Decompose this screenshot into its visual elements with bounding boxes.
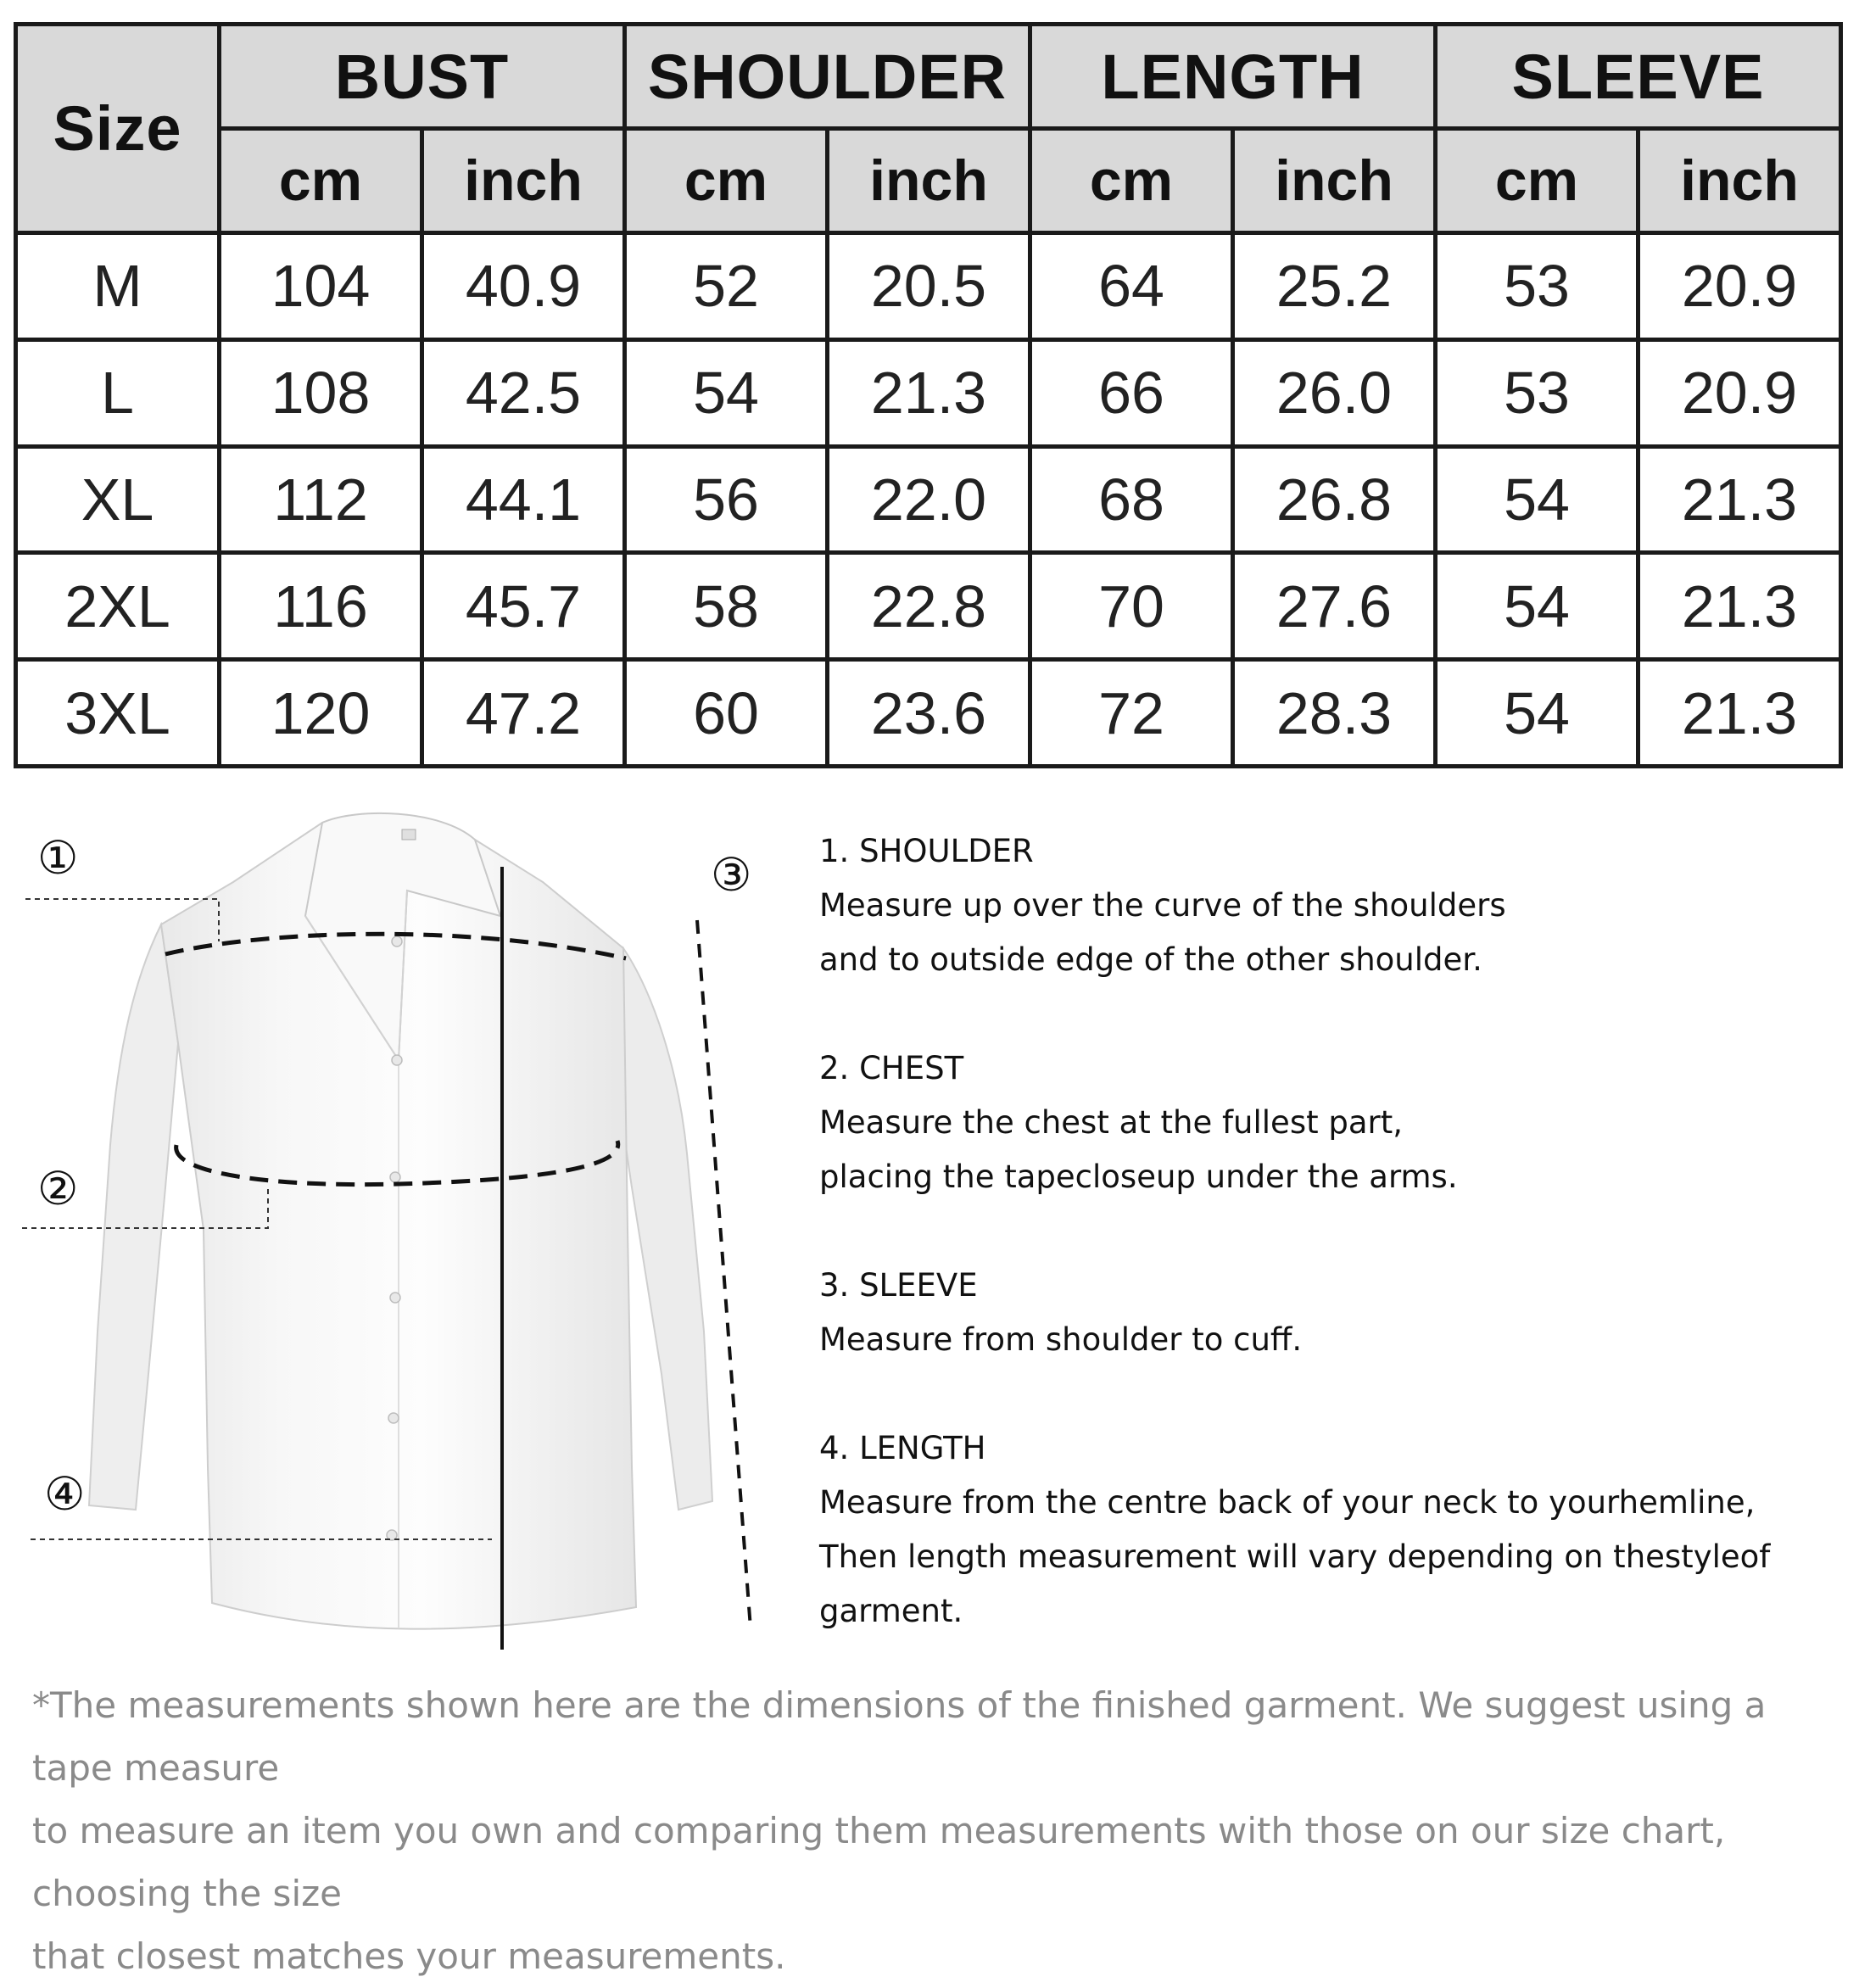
size-column-header: Size	[16, 25, 220, 233]
size-label-cell: 3XL	[16, 660, 220, 767]
measurement-cell: 54	[1436, 660, 1638, 767]
marker-chest-icon: ②	[37, 1162, 79, 1215]
instruction-line: Measure the chest at the fullest part,	[819, 1104, 1404, 1141]
footnote-line: that closest matches your measurements.	[32, 1935, 786, 1977]
measurement-cell: 120	[220, 660, 422, 767]
instruction-line: Measure from the centre back of your neck to yourhemline,	[819, 1484, 1756, 1521]
measurement-cell: 56	[625, 446, 828, 553]
measurement-cell: 26.0	[1233, 339, 1436, 446]
instruction-title: 2. CHEST	[819, 1050, 964, 1086]
measurement-cell: 68	[1030, 446, 1233, 553]
measurement-cell: 64	[1030, 233, 1233, 340]
measurement-cell: 21.3	[1638, 660, 1841, 767]
measurement-cell: 72	[1030, 660, 1233, 767]
measurement-cell: 25.2	[1233, 233, 1436, 340]
measurement-cell: 70	[1030, 553, 1233, 660]
unit-header: cm	[625, 129, 828, 233]
header-group-row	[16, 25, 1841, 129]
table-row	[16, 660, 1841, 767]
unit-header: cm	[220, 129, 422, 233]
measurement-cell: 20.5	[828, 233, 1030, 340]
measurement-cell: 40.9	[422, 233, 625, 340]
marker-length-icon: ④	[44, 1467, 86, 1521]
measurement-cell: 21.3	[1638, 553, 1841, 660]
length-header: LENGTH	[1030, 25, 1436, 129]
instruction-line: Then length measurement will vary depending on thestyleof garment.	[819, 1538, 1771, 1629]
measurement-cell: 21.3	[1638, 446, 1841, 553]
instruction-block	[819, 824, 1837, 987]
measurement-cell: 104	[220, 233, 422, 340]
measurement-cell: 20.9	[1638, 233, 1841, 340]
size-label-cell: XL	[16, 446, 220, 553]
measurement-cell: 116	[220, 553, 422, 660]
table-row	[16, 446, 1841, 553]
instruction-line: placing the tapecloseup under the arms.	[819, 1159, 1458, 1195]
table-row	[16, 233, 1841, 340]
sleeve-header: SLEEVE	[1436, 25, 1841, 129]
measurement-cell: 47.2	[422, 660, 625, 767]
measurement-cell: 28.3	[1233, 660, 1436, 767]
instruction-line: and to outside edge of the other shoulder.	[819, 941, 1482, 978]
unit-header: inch	[1233, 129, 1436, 233]
measurement-cell: 58	[625, 553, 828, 660]
size-label-cell: M	[16, 233, 220, 340]
unit-header: inch	[828, 129, 1030, 233]
instruction-title: 3. SLEEVE	[819, 1267, 978, 1304]
measurement-cell: 20.9	[1638, 339, 1841, 446]
measuring-instructions	[819, 824, 1837, 1693]
shirt-measurement-diagram	[0, 789, 780, 1654]
measurement-cell: 44.1	[422, 446, 625, 553]
measurement-cell: 23.6	[828, 660, 1030, 767]
measurement-cell: 52	[625, 233, 828, 340]
measurement-cell: 54	[625, 339, 828, 446]
instruction-title: 1. SHOULDER	[819, 833, 1034, 869]
sleeve-measure-line	[697, 920, 751, 1628]
measurement-cell: 22.0	[828, 446, 1030, 553]
measurement-cell: 112	[220, 446, 422, 553]
footnote-line: *The measurements shown here are the dimensions of the finished garment. We suggest using a tape measure	[32, 1684, 1767, 1789]
measurement-cell: 45.7	[422, 553, 625, 660]
measurement-cell: 54	[1436, 553, 1638, 660]
measurement-cell: 108	[220, 339, 422, 446]
table-row	[16, 339, 1841, 446]
measurement-cell: 60	[625, 660, 828, 767]
bust-header: BUST	[220, 25, 625, 129]
measurement-cell: 66	[1030, 339, 1233, 446]
size-rows	[16, 233, 1841, 767]
measurement-cell: 53	[1436, 233, 1638, 340]
instruction-line: Measure from shoulder to cuff.	[819, 1321, 1303, 1358]
unit-header: cm	[1436, 129, 1638, 233]
shoulder-header: SHOULDER	[625, 25, 1030, 129]
size-label-cell: L	[16, 339, 220, 446]
footnote-line: to measure an item you own and comparing them measurements with those on our size chart, choosing the size	[32, 1810, 1726, 1914]
measurement-cell: 27.6	[1233, 553, 1436, 660]
measurement-cell: 21.3	[828, 339, 1030, 446]
instruction-title: 4. LENGTH	[819, 1430, 986, 1466]
measurement-cell: 53	[1436, 339, 1638, 446]
measurement-cell: 54	[1436, 446, 1638, 553]
shirt-sleeve-left	[89, 924, 178, 1510]
table-row	[16, 553, 1841, 660]
unit-header: cm	[1030, 129, 1233, 233]
marker-sleeve-icon: ③	[711, 848, 752, 902]
unit-header: inch	[422, 129, 625, 233]
shirt-illustration	[0, 789, 780, 1654]
measurement-cell: 26.8	[1233, 446, 1436, 553]
measurement-footnote	[32, 1674, 1830, 1988]
instruction-block	[819, 1259, 1837, 1367]
measurement-cell: 22.8	[828, 553, 1030, 660]
instruction-block	[819, 1421, 1837, 1639]
measurement-cell: 42.5	[422, 339, 625, 446]
header-unit-row	[16, 129, 1841, 233]
instruction-block	[819, 1041, 1837, 1204]
marker-shoulder-icon: ①	[37, 831, 79, 885]
instruction-line: Measure up over the curve of the shoulders	[819, 887, 1506, 924]
size-chart-table	[14, 22, 1843, 768]
unit-header: inch	[1638, 129, 1841, 233]
size-label-cell: 2XL	[16, 553, 220, 660]
